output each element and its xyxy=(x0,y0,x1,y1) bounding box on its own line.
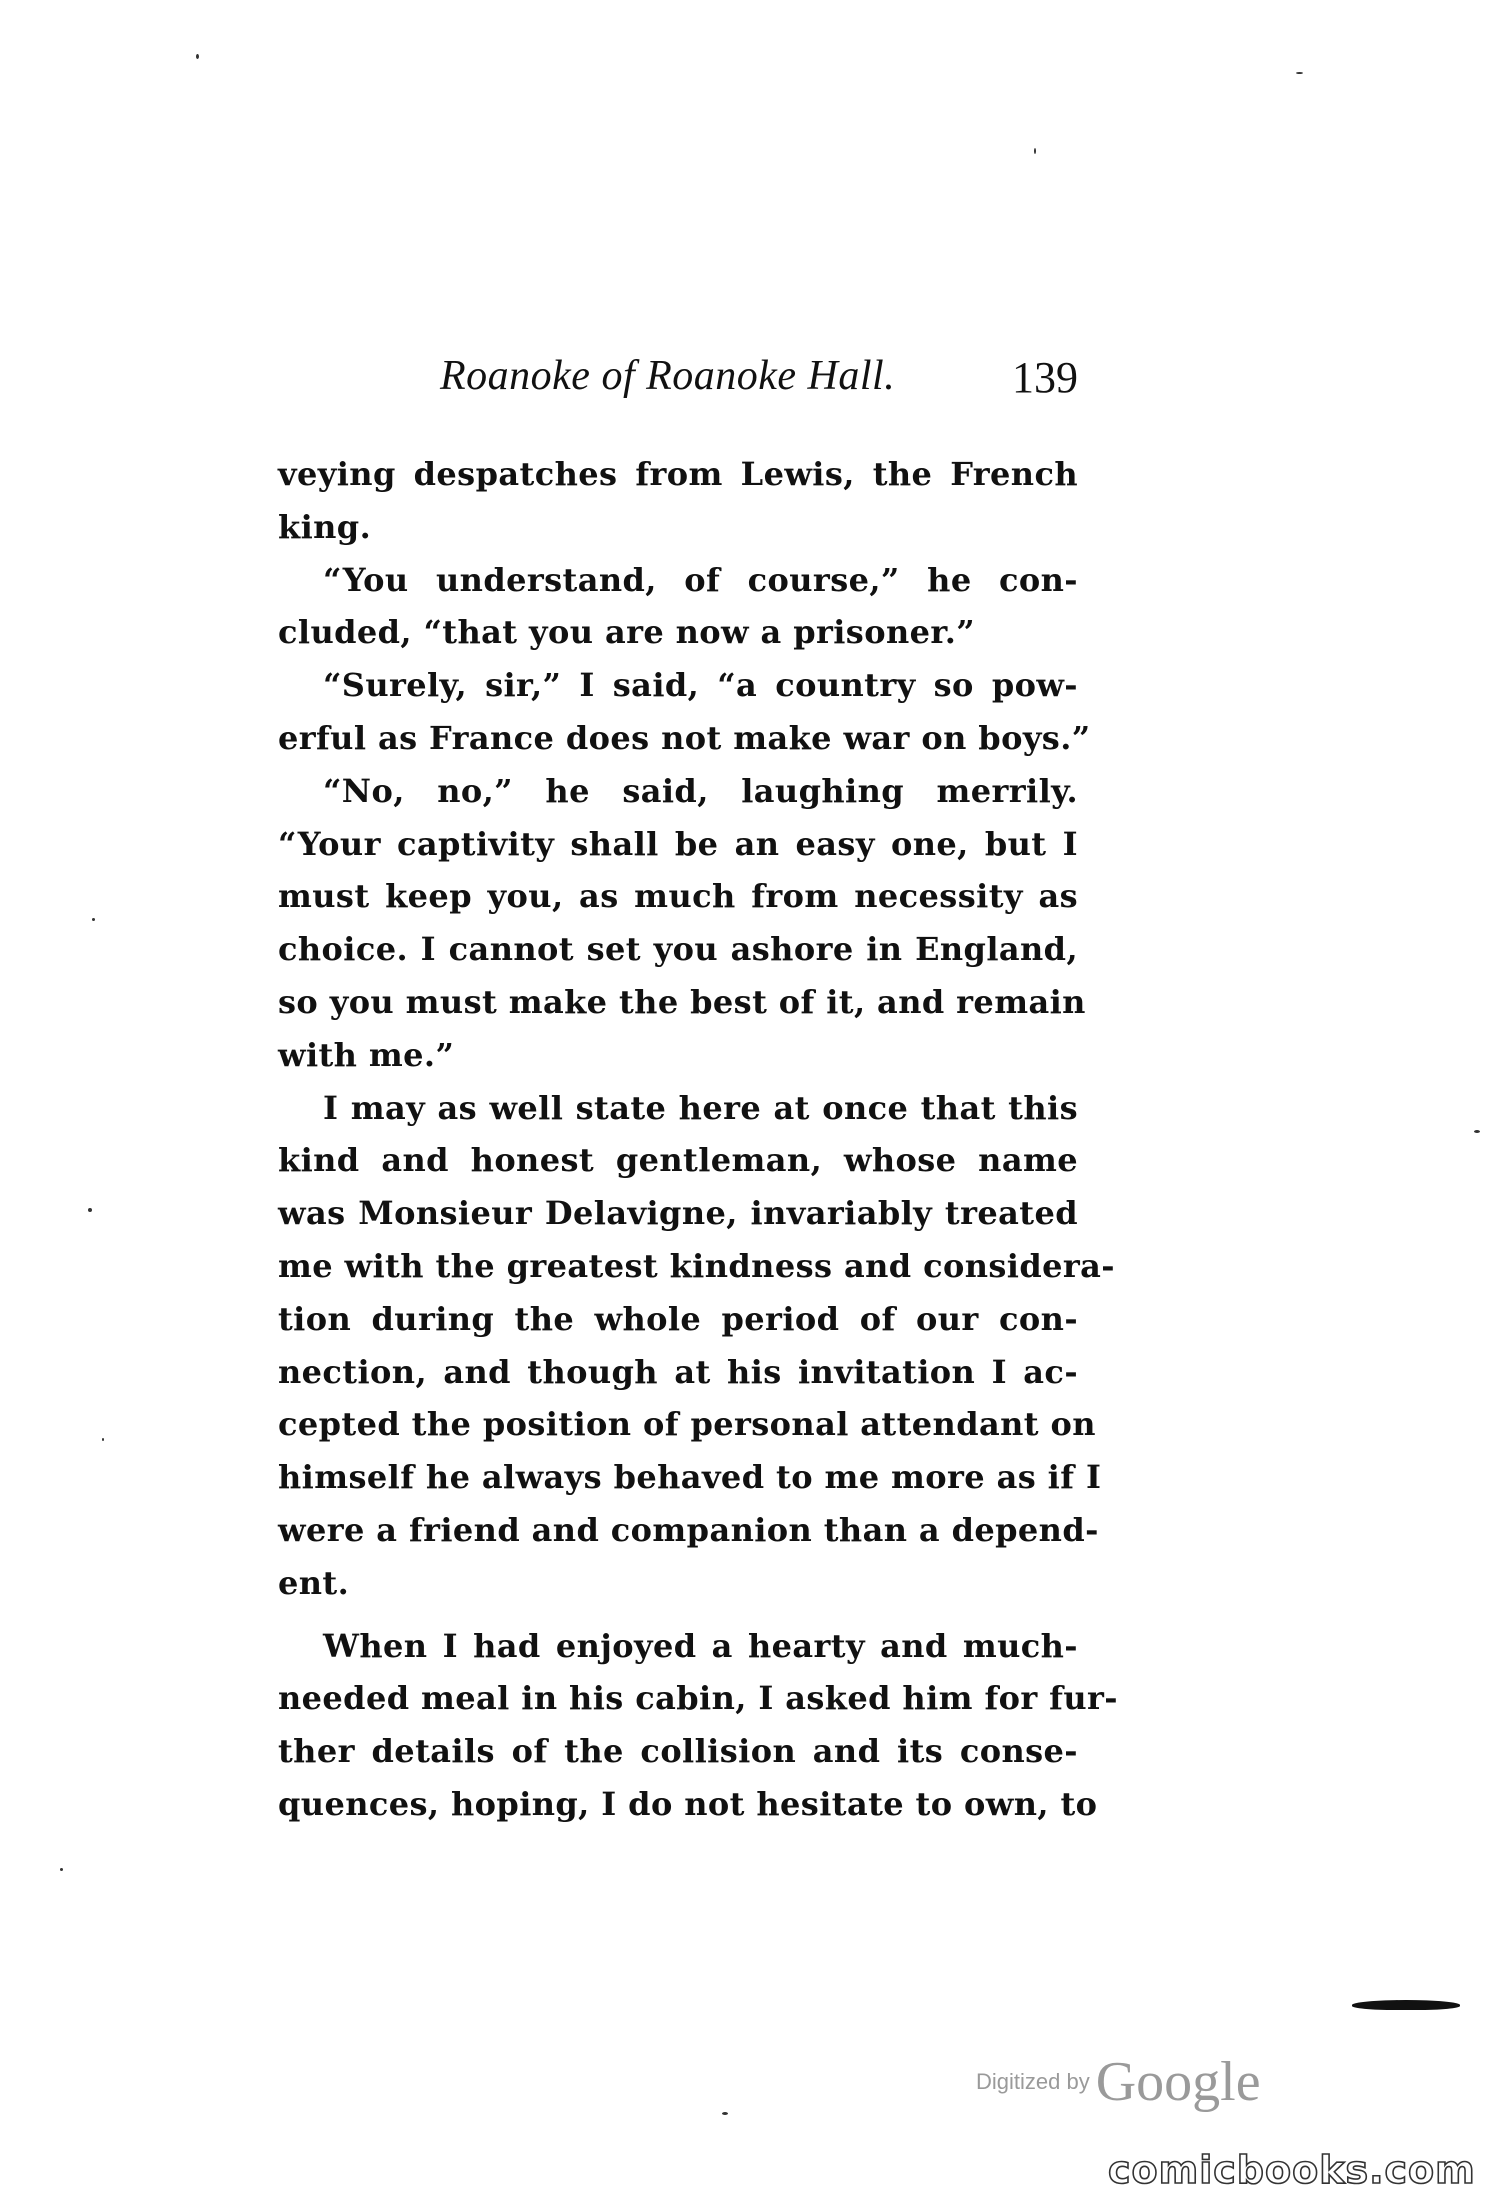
text-line: cluded, “that you are now a prisoner.” xyxy=(278,613,976,652)
running-head xyxy=(278,352,1078,412)
scan-speck xyxy=(1474,1130,1480,1133)
running-title: Roanoke of Roanoke Hall. xyxy=(440,353,896,399)
scan-speck xyxy=(196,54,199,59)
text-line: veying despatches from Lewis, the French xyxy=(278,455,1078,493)
body-text xyxy=(278,448,1118,1831)
text-line: himself he always behaved to me more as if I xyxy=(278,1458,1102,1497)
scan-speck xyxy=(102,1438,104,1441)
text-line: were a friend and companion than a depend- xyxy=(278,1510,1099,1549)
text-line: “No, no,” he said, laughing merrily. xyxy=(323,771,1078,810)
text-line: with me.” xyxy=(278,1035,455,1074)
scan-speck xyxy=(1296,72,1303,74)
site-watermark: comicbooks.com xyxy=(1108,2148,1476,2192)
text-line: ent. xyxy=(278,1563,350,1602)
page-number: 139 xyxy=(1012,353,1078,402)
digitized-by-text: Digitized by xyxy=(976,2069,1090,2094)
text-line: “Surely, sir,” I said, “a country so pow- xyxy=(323,666,1078,705)
text-line: “You understand, of course,” he con- xyxy=(323,560,1078,599)
text-line: quences, hoping, I do not hesitate to own, to xyxy=(278,1784,1098,1823)
text-line: erful as France does not make war on boys.” xyxy=(278,718,1091,757)
scan-speck xyxy=(60,1868,63,1871)
text-line: When I had enjoyed a hearty and much- xyxy=(323,1626,1078,1665)
text-line: choice. I cannot set you ashore in England, xyxy=(278,930,1078,969)
text-line: me with the greatest kindness and considera- xyxy=(278,1246,1115,1285)
scan-speck xyxy=(88,1208,92,1212)
text-line: needed meal in his cabin, I asked him for fur- xyxy=(278,1679,1118,1718)
text-line: tion during the whole period of our con- xyxy=(278,1299,1078,1338)
text-line: cepted the position of personal attendant on xyxy=(278,1405,1096,1444)
paragraph-gap xyxy=(278,1610,1078,1620)
text-line: was Monsieur Delavigne, invariably treated xyxy=(278,1194,1078,1233)
google-watermark xyxy=(976,2050,1261,2114)
ink-smudge xyxy=(1352,2000,1460,2010)
text-line: nection, and though at his invitation I ac- xyxy=(278,1352,1078,1391)
text-line: I may as well state here at once that this xyxy=(323,1088,1078,1127)
text-line: ther details of the collision and its conse- xyxy=(278,1732,1078,1771)
google-logo-text: Google xyxy=(1095,2051,1261,2113)
text-line: king. xyxy=(278,507,372,546)
scan-speck xyxy=(1034,148,1036,154)
text-line: “Your captivity shall be an easy one, but I xyxy=(278,824,1078,863)
text-line: kind and honest gentleman, whose name xyxy=(278,1141,1078,1180)
scan-speck xyxy=(722,2112,728,2115)
text-line: so you must make the best of it, and remain xyxy=(278,982,1086,1021)
text-line: must keep you, as much from necessity as xyxy=(278,877,1078,916)
scan-speck xyxy=(92,918,95,921)
